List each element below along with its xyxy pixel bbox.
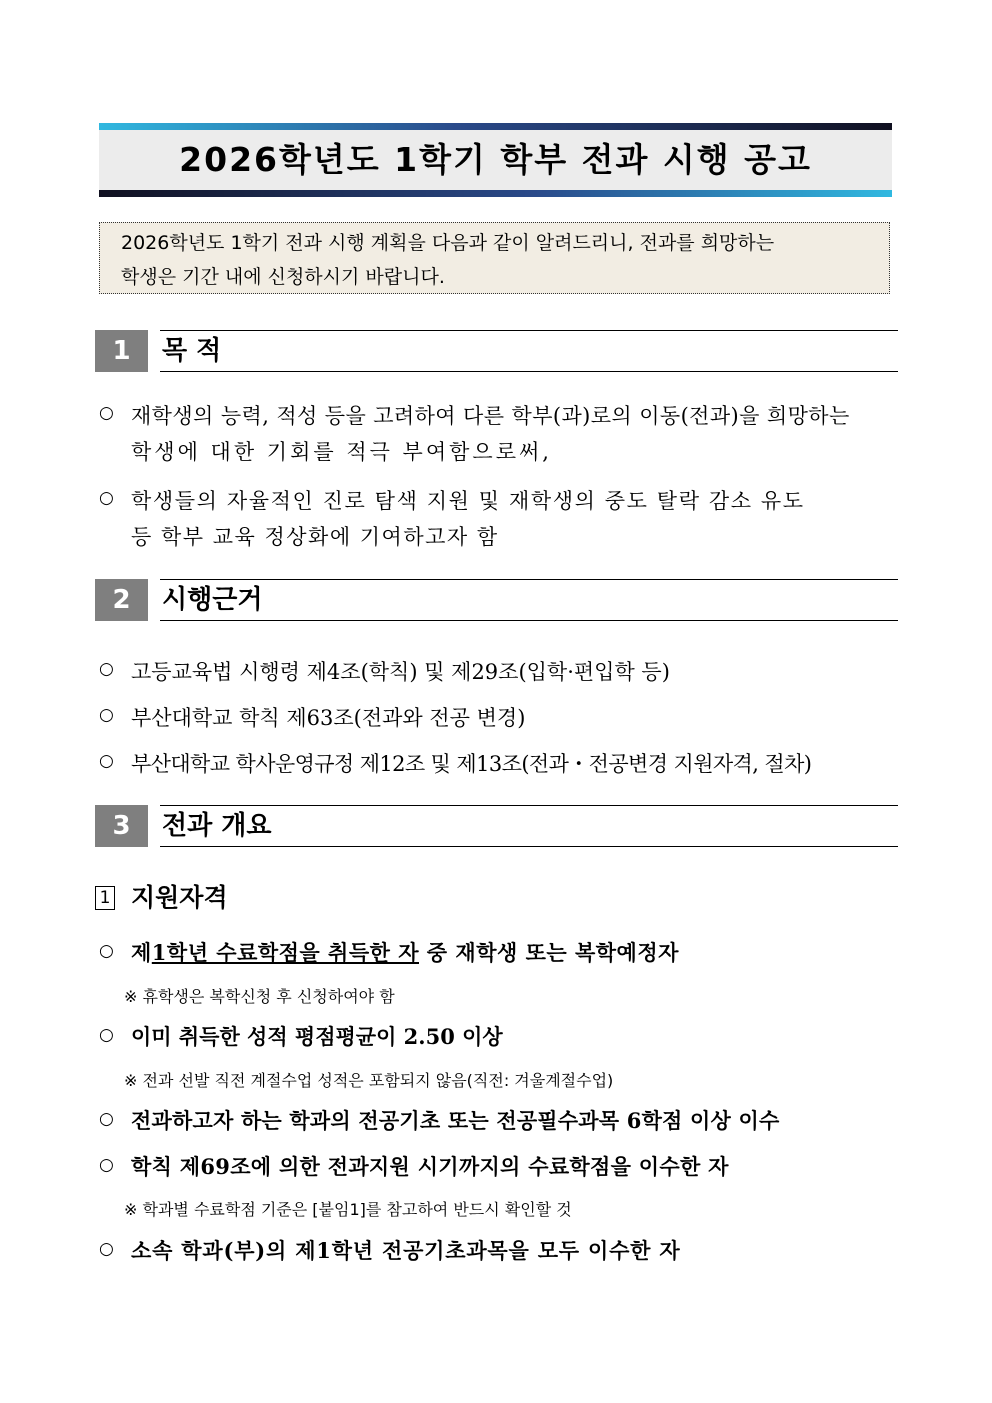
- qualification-underlined: 1학년 수료학점을 취득한 자: [151, 940, 419, 965]
- qualification-rest: 중 재학생 또는 복학예정자: [419, 940, 679, 965]
- basis-item: 부산대학교 학칙 제63조(전과와 전공 변경): [131, 706, 526, 730]
- section-title: 목 적: [160, 330, 898, 372]
- section-number: 1: [95, 330, 148, 372]
- bullet: ○: [99, 488, 114, 508]
- section-title: 전과 개요: [160, 805, 898, 847]
- qualification-item: 전과하고자 하는 학과의 전공기초 또는 전공필수과목 6학점 이상 이수: [131, 1108, 780, 1133]
- section-number: 3: [95, 805, 148, 847]
- qualification-item: [131, 938, 679, 968]
- qualification-item: 소속 학과(부)의 제1학년 전공기초과목을 모두 이수한 자: [131, 1238, 681, 1263]
- intro-line: 학생은 기간 내에 신청하시기 바랍니다.: [121, 266, 445, 288]
- section-number: 2: [95, 579, 148, 621]
- basis-item: 고등교육법 시행령 제4조(학칙) 및 제29조(입학·편입학 등): [131, 660, 670, 684]
- bullet: ○: [99, 1155, 114, 1175]
- note: ※ 학과별 수료학점 기준은 [붙임1]를 참고하여 반드시 확인할 것: [124, 1200, 572, 1219]
- bullet: ○: [99, 705, 114, 725]
- bullet: ○: [99, 941, 114, 961]
- qualification-prefix: 제: [131, 940, 152, 965]
- basis-item: 부산대학교 학사운영규정 제12조 및 제13조(전과・전공변경 지원자격, 절차): [131, 752, 812, 776]
- qualification-item: 학칙 제69조에 의한 전과지원 시기까지의 수료학점을 이수한 자: [131, 1154, 729, 1179]
- note: ※ 휴학생은 복학신청 후 신청하여야 함: [124, 987, 395, 1006]
- subsection-title: 지원자격: [131, 883, 228, 912]
- intro-text: [121, 226, 881, 294]
- title-bar-top: [99, 123, 892, 130]
- bullet: ○: [99, 1109, 114, 1129]
- purpose-item: 재학생의 능력, 적성 등을 고려하여 다른 학부(과)로의 이동(전과)을 희망하는: [131, 404, 850, 428]
- bullet: ○: [99, 659, 114, 679]
- purpose-item: 학생들의 자율적인 진로 탐색 지원 및 재학생의 중도 탈락 감소 유도: [131, 489, 805, 513]
- bullet: ○: [99, 1239, 114, 1259]
- title-bar-bottom: [99, 190, 892, 197]
- purpose-item-cont: 학생에 대한 기회를 적극 부여함으로써,: [131, 440, 552, 464]
- qualification-item: 이미 취득한 성적 평점평균이 2.50 이상: [131, 1024, 503, 1049]
- page-title: 2026학년도 1학기 학부 전과 시행 공고: [179, 140, 812, 179]
- note: ※ 전과 선발 직전 계절수업 성적은 포함되지 않음(직전: 겨울계절수업): [124, 1071, 614, 1090]
- subsection-marker: 1: [95, 886, 115, 910]
- purpose-item-cont: 등 학부 교육 정상화에 기여하고자 함: [131, 525, 499, 549]
- intro-line: 2026학년도 1학기 전과 시행 계획을 다음과 같이 알려드리니, 전과를 희망하는: [121, 232, 775, 254]
- bullet: ○: [99, 1025, 114, 1045]
- bullet: ○: [99, 751, 114, 771]
- bullet: ○: [99, 403, 114, 423]
- section-title: 시행근거: [160, 579, 898, 621]
